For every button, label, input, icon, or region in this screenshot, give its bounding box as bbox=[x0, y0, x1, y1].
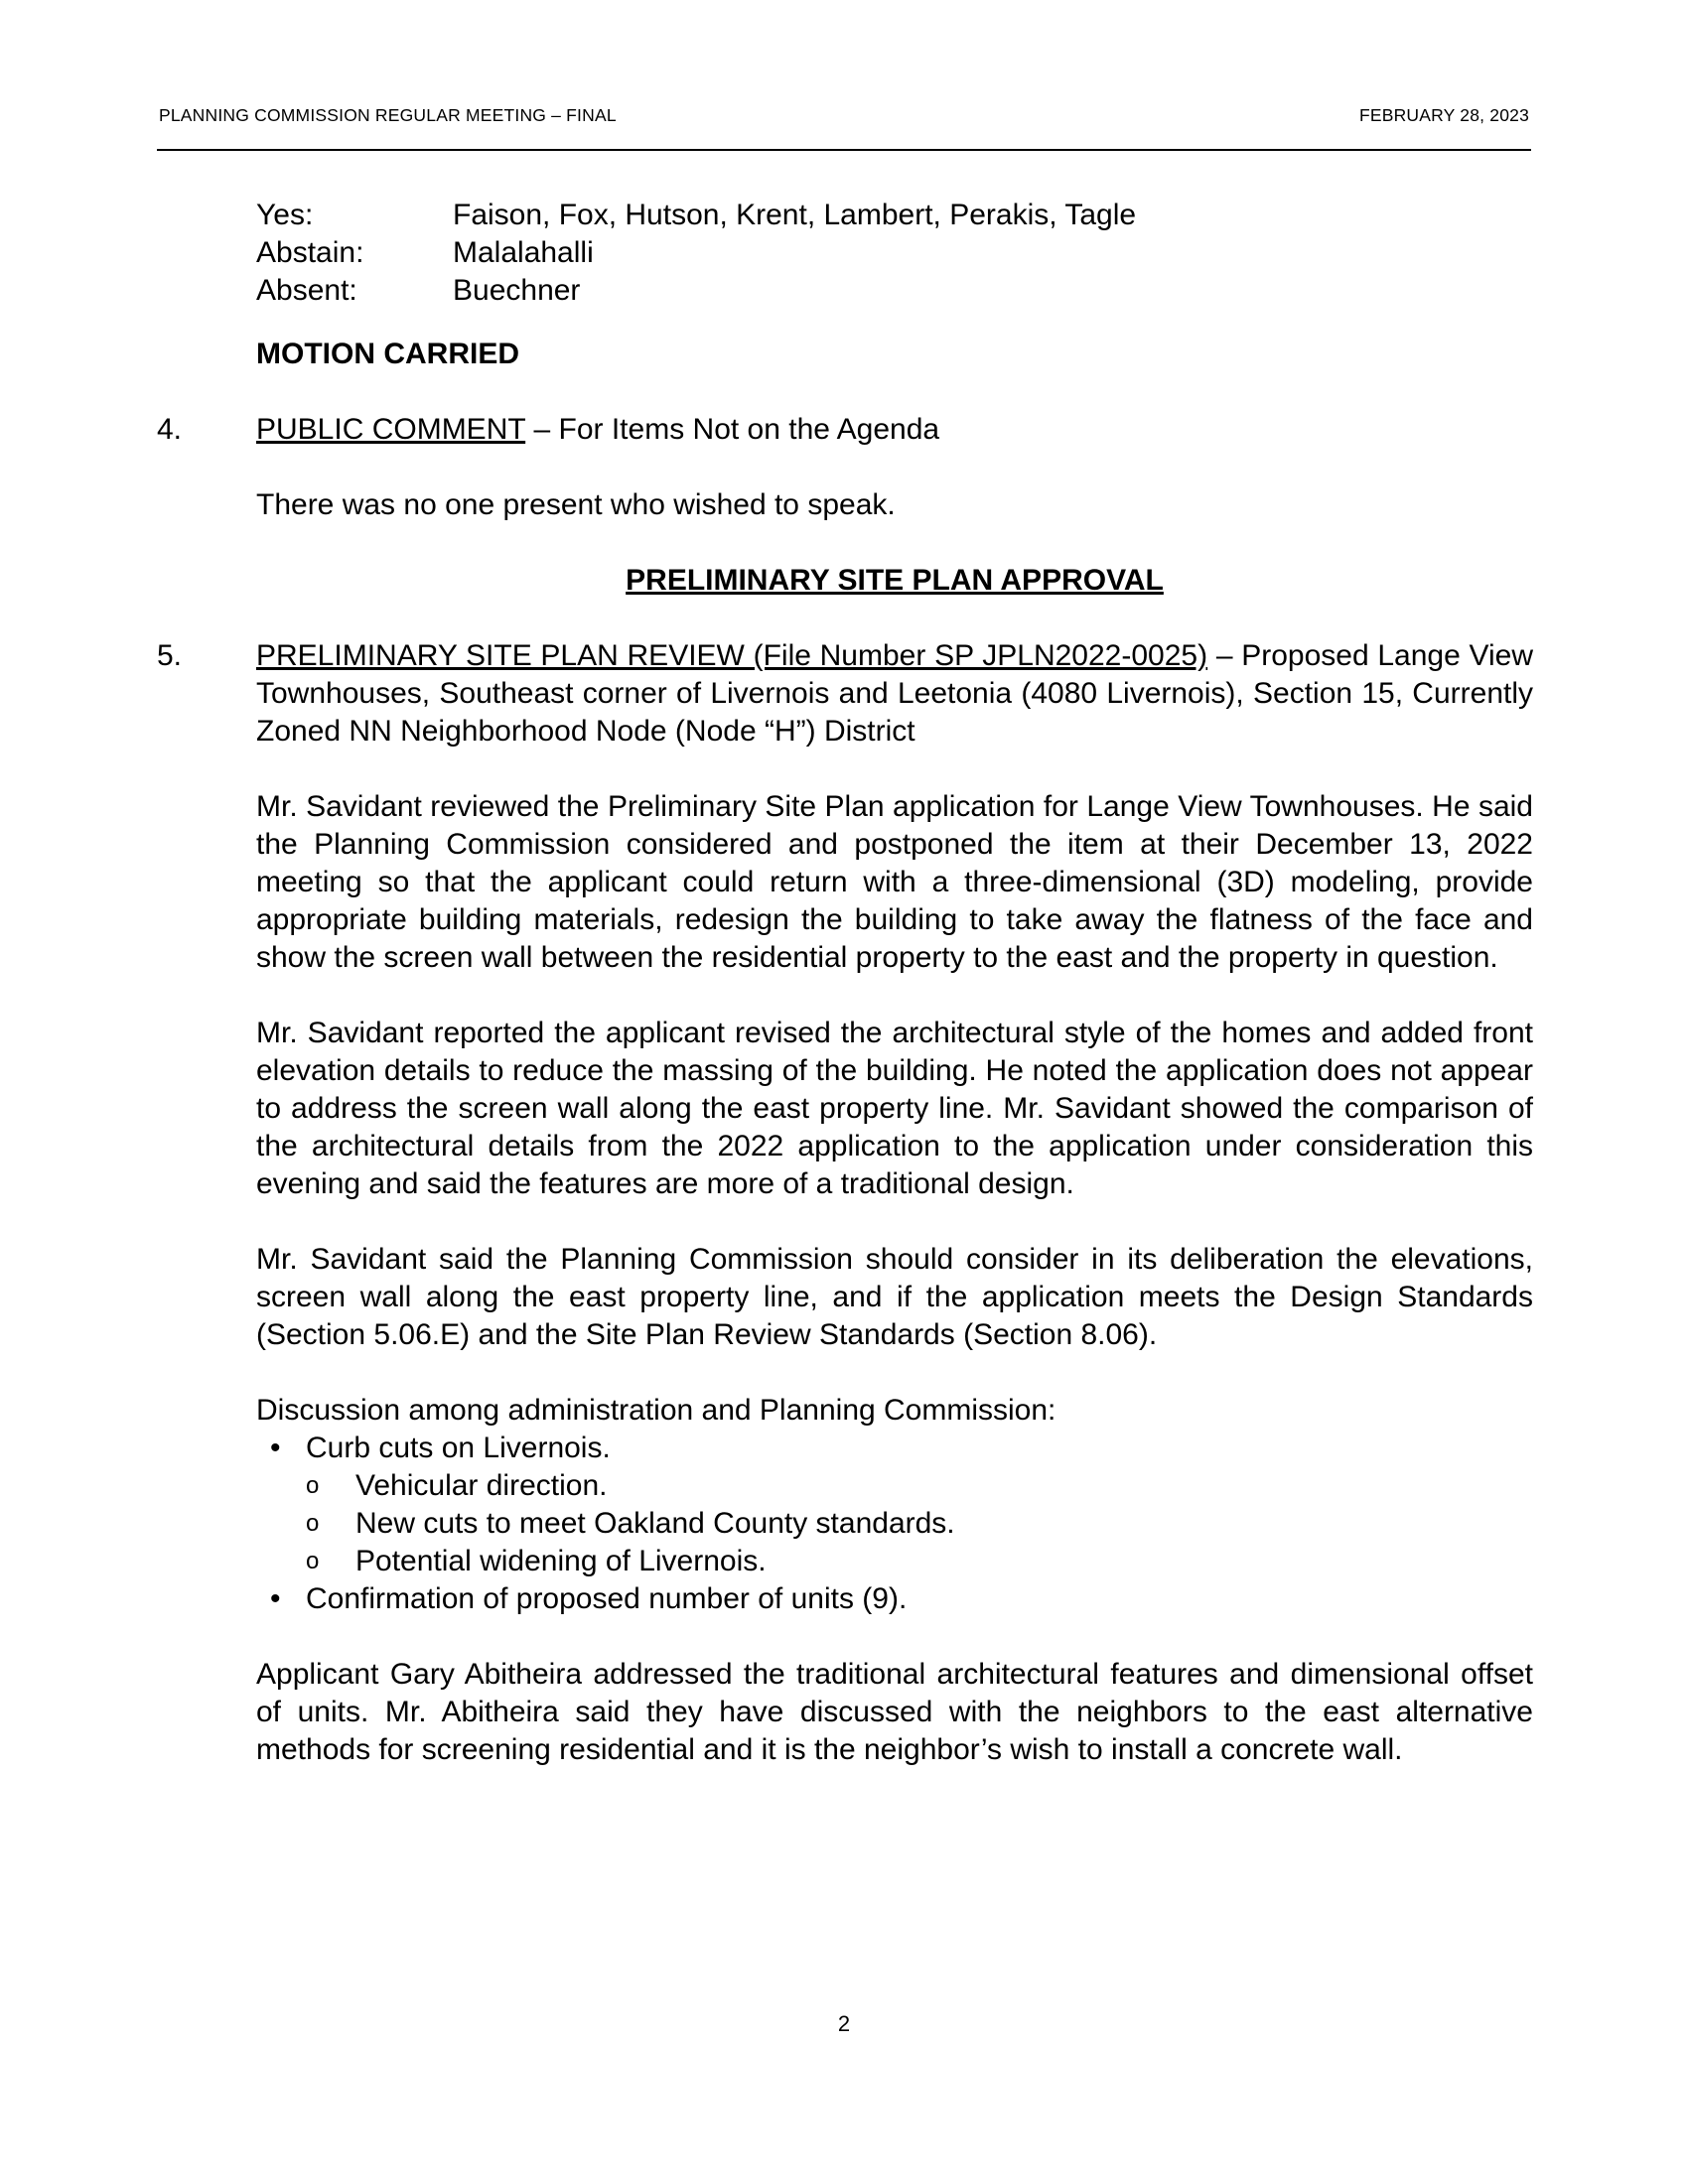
discussion-intro: Discussion among administration and Planning Commission: bbox=[256, 1394, 1056, 1427]
vote-absent-names: Buechner bbox=[453, 274, 581, 307]
discussion-list bbox=[256, 1430, 1533, 1618]
item-4-number: 4. bbox=[157, 413, 183, 446]
item-5-paragraph-1: Mr. Savidant reviewed the Preliminary Site Plan application for Lange View Townhouses. He said the Planning Commission considered and postponed the item at their December 13, 2022 meeting so that the applicant could return with a three-dimensional (3D) modeling, provide appropriate building materials, redesign the building to take away the flatness of the face and show the screen wall between the residential property to the east and the property in question. bbox=[256, 790, 1533, 974]
item-5-title: PRELIMINARY SITE PLAN REVIEW (File Number SP JPLN2022-0025) bbox=[256, 639, 1208, 672]
list-subitem-text: Potential widening of Livernois. bbox=[355, 1545, 767, 1577]
list-subitem-text: New cuts to meet Oakland County standards. bbox=[355, 1507, 955, 1540]
vote-yes-row bbox=[256, 197, 1533, 234]
vote-abstain-names: Malalahalli bbox=[453, 236, 594, 269]
item-4-title: PUBLIC COMMENT bbox=[256, 413, 526, 446]
item-4-subtitle: – For Items Not on the Agenda bbox=[525, 413, 940, 446]
vote-absent-row bbox=[256, 272, 1533, 310]
agenda-item-4 bbox=[157, 411, 1533, 524]
list-subitem bbox=[256, 1505, 1533, 1543]
vote-yes-names: Faison, Fox, Hutson, Krent, Lambert, Perakis, Tagle bbox=[453, 199, 1137, 231]
item-4-body: There was no one present who wished to speak. bbox=[256, 488, 896, 521]
vote-abstain-row bbox=[256, 234, 1533, 272]
vote-yes-label: Yes: bbox=[256, 199, 314, 231]
motion-result: MOTION CARRIED bbox=[256, 338, 519, 370]
list-subitem bbox=[256, 1467, 1533, 1505]
item-4-heading bbox=[256, 411, 1533, 449]
bullet-icon: • bbox=[270, 1582, 281, 1615]
list-subitem-text: Vehicular direction. bbox=[355, 1469, 608, 1502]
header-title: PLANNING COMMISSION REGULAR MEETING – FINAL bbox=[159, 105, 617, 125]
document-body bbox=[157, 197, 1534, 1769]
section-heading: PRELIMINARY SITE PLAN APPROVAL bbox=[626, 564, 1164, 597]
list-item-text: Curb cuts on Livernois. bbox=[306, 1432, 611, 1464]
circle-bullet-icon: o bbox=[306, 1548, 320, 1574]
bullet-icon: • bbox=[270, 1432, 281, 1464]
vote-absent-label: Absent: bbox=[256, 274, 357, 307]
header-date: FEBRUARY 28, 2023 bbox=[1358, 105, 1529, 125]
page-header bbox=[157, 99, 1531, 151]
item-5-paragraph-4: Applicant Gary Abitheira addressed the traditional architectural features and dimensional offset of units. Mr. Abitheira said they have discussed with the neighbors to the east alternative methods for screening residential and it is the neighbor’s wish to install a concrete wall. bbox=[256, 1658, 1533, 1766]
list-subitem bbox=[256, 1543, 1533, 1580]
item-5-subtitle: – Proposed Lange View Townhouses, Southeast corner of Livernois and Leetonia (4080 Livernois), Section 15, Currently Zoned NN Neighborhood Node (Node “H”) District bbox=[256, 639, 1534, 748]
agenda-item-5 bbox=[157, 637, 1534, 1769]
vote-abstain-label: Abstain: bbox=[256, 236, 364, 269]
item-5-paragraph-3: Mr. Savidant said the Planning Commission should consider in its deliberation the elevations, screen wall along the east property line, and if the application meets the Design Standards (Section 5.06.E) and the Site Plan Review Standards (Section 8.06). bbox=[256, 1243, 1533, 1351]
circle-bullet-icon: o bbox=[306, 1510, 320, 1537]
item-5-heading bbox=[256, 637, 1533, 751]
list-item bbox=[256, 1580, 1533, 1618]
list-item bbox=[256, 1430, 1533, 1467]
circle-bullet-icon: o bbox=[306, 1472, 320, 1499]
list-item-text: Confirmation of proposed number of units (9). bbox=[306, 1582, 908, 1615]
page-number: 2 bbox=[837, 2011, 851, 2036]
item-5-paragraph-2: Mr. Savidant reported the applicant revised the architectural style of the homes and added front elevation details to reduce the massing of the building. He noted the application does not appear to address the screen wall along the east property line. Mr. Savidant showed the comparison of the architectural details from the 2022 application to the application under consideration this evening and said the features are more of a traditional design. bbox=[256, 1017, 1533, 1200]
item-5-number: 5. bbox=[157, 639, 183, 672]
